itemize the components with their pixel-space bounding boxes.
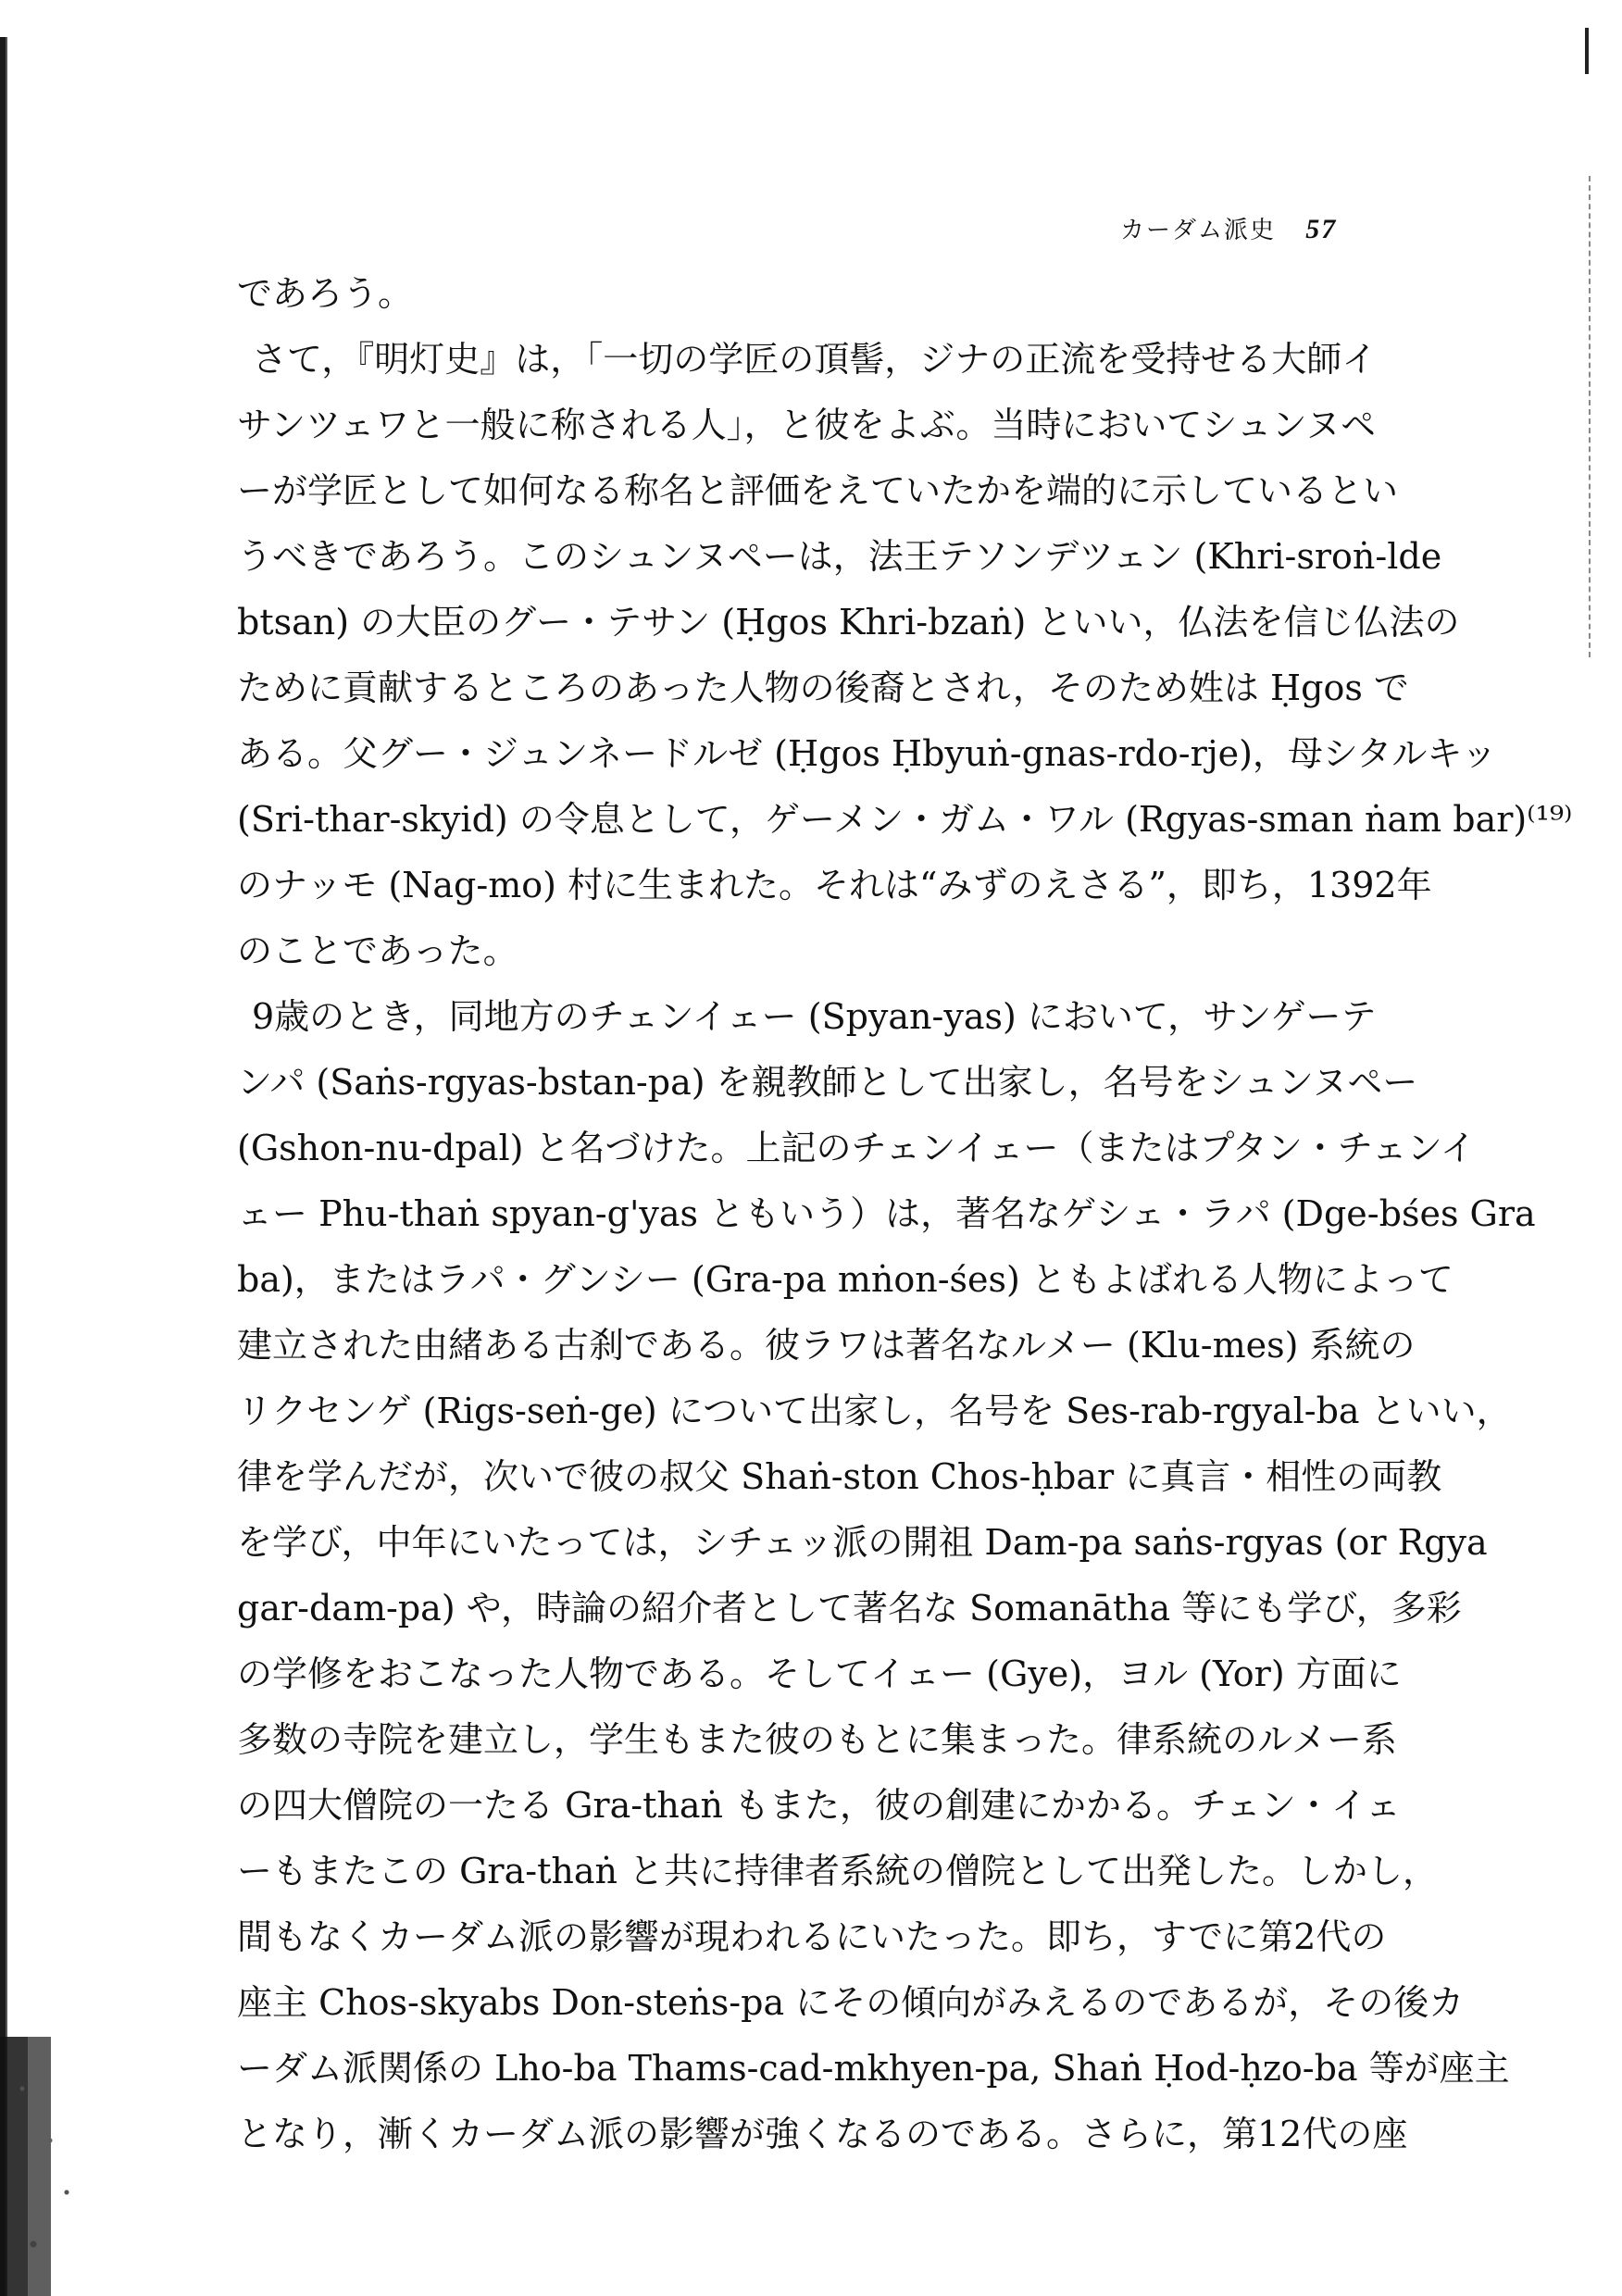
text-line: ために貢献するところのあった人物の後裔とされ，そのため姓は Ḥgos で: [237, 668, 1409, 708]
scan-right-mark: [1585, 28, 1589, 74]
text-line: 9歳のとき，同地方のチェンイェー (Spyan-yas) において，サンゲーテ: [252, 996, 1377, 1037]
text-line: うべきであろう。このシュンヌペーは，法王テソンデツェン (Khri-sroṅ-lde: [237, 536, 1442, 577]
text-line: となり，漸くカーダム派の影響が強くなるのである。さらに，第12代の座: [237, 2114, 1408, 2154]
text-line: ェー Phu-thaṅ spyan-g'yas ともいう）は，著名なゲシェ・ラパ (Dge-bśes Gra: [237, 1193, 1536, 1234]
text-line: 間もなくカーダム派の影響が現われるにいたった。即ち，すでに第2代の: [237, 1916, 1387, 1957]
text-line: ーダム派関係の Lho-ba Thams-cad-mkhyen-pa, Shaṅ Ḥod-ḥzo-ba 等が座主: [237, 2048, 1510, 2089]
text-line: の四大僧院の一たる Gra-thaṅ もまた，彼の創建にかかる。チェン・イェ: [237, 1785, 1401, 1826]
text-line: (Sri-thar-skyid) の令息として，ゲーメン・ガム・ワル (Rgyas-sman ṅam bar)⁽¹⁹⁾: [237, 799, 1573, 840]
running-title: カーダム派史: [1120, 217, 1277, 244]
text-line: gar-dam-pa) や，時論の紹介者として著名な Somanātha 等にも学び，多彩: [237, 1588, 1462, 1628]
body-text: [237, 261, 1573, 2167]
text-line: のナッモ (Nag-mo) 村に生まれた。それは“みずのえさる”，即ち，1392年: [237, 865, 1432, 905]
text-line: ba)，またはラパ・グンシー (Gra-pa mṅon-śes) ともよばれる人物によって: [237, 1259, 1454, 1300]
text-line: の学修をおこなった人物である。そしてイェー (Gye)，ヨル (Yor) 方面に: [237, 1653, 1402, 1694]
text-line: サンツェワと一般に称される人」，と彼をよぶ。当時においてシュンヌペ: [237, 405, 1377, 445]
text-line: btsan) の大臣のグー・テサン (Ḥgos Khri-bzaṅ) といい，仏法を信じ仏法の: [237, 602, 1460, 643]
text-line: (Gshon-nu-dpal) と名づけた。上記のチェンイェー（またはプタン・チェンイ: [237, 1128, 1476, 1168]
text-line: 律を学んだが，次いで彼の叔父 Shaṅ-ston Chos-ḥbar に真言・相性の両教: [237, 1456, 1442, 1497]
text-line: ンパ (Saṅs-rgyas-bstan-pa) を親教師として出家し，名号をシュンヌペー: [237, 1062, 1418, 1103]
text-line: を学び，中年にいたっては，シチェッ派の開祖 Dam-pa saṅs-rgyas (or Rgya: [237, 1522, 1488, 1563]
page-number: 57: [1305, 214, 1338, 244]
running-header: [1120, 211, 1337, 245]
text-line: 座主 Chos-skyabs Don-steṅs-pa にその傾向がみえるのであるが，その後カ: [237, 1982, 1465, 2023]
text-line: であろう。: [237, 273, 414, 314]
scan-corner-noise: [0, 2037, 111, 2296]
text-line: のことであった。: [237, 930, 518, 971]
text-line: 多数の寺院を建立し，学生もまた彼のもとに集まった。律系統のルメー系: [237, 1719, 1397, 1760]
text-line: ーもまたこの Gra-thaṅ と共に持律者系統の僧院として出発した。しかし，: [237, 1851, 1439, 1891]
text-line: ーが学匠として如何なる称名と評価をえていたかを端的に示しているとい: [237, 470, 1399, 511]
text-line: リクセンゲ (Rigs-seṅ-ge) について出家し，名号を Ses-rab-rgyal-ba といい，: [237, 1391, 1512, 1431]
scan-left-edge: [0, 37, 9, 2296]
text-line: 建立された由緒ある古刹である。彼ラワは著名なルメー (Klu-mes) 系統の: [237, 1325, 1416, 1366]
text-line: さて，『明灯史』は，「一切の学匠の頂髻，ジナの正流を受持せる大師イ: [252, 339, 1378, 380]
text-line: ある。父グー・ジュンネードルゼ (Ḥgos Ḥbyuṅ-gnas-rdo-rje)，母シタルキッ: [237, 733, 1497, 774]
scan-right-dots: [1589, 176, 1592, 657]
